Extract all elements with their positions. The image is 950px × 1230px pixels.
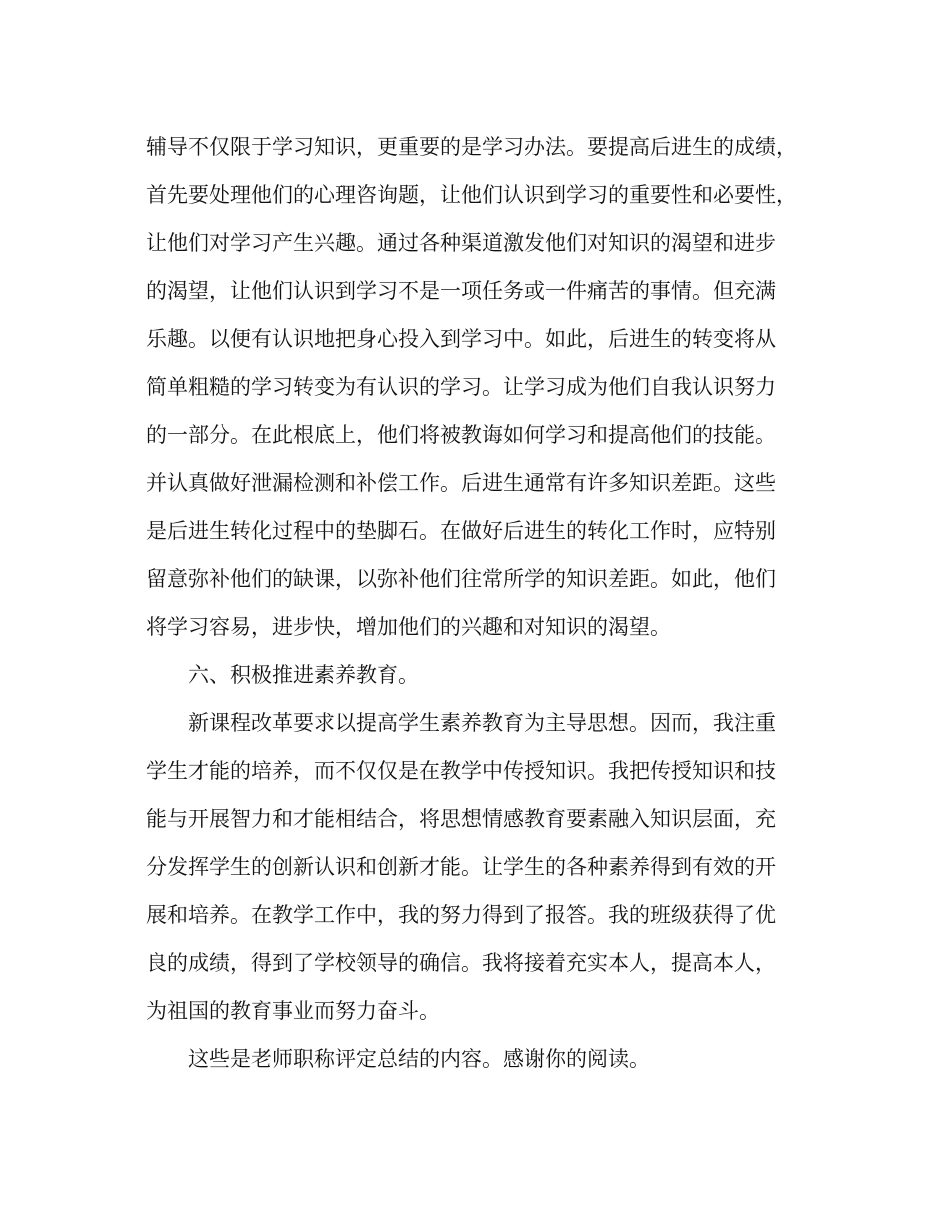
paragraph-line: 留意弥补他们的缺课，以弥补他们往常所学的知识差距。如此，他们 — [146, 567, 776, 591]
closing-line: 这些是老师职称评定总结的内容。感谢你的阅读。 — [188, 1047, 650, 1071]
paragraph-line: 能与开展智力和才能相结合，将思想情感教育要素融入知识层面，充 — [146, 807, 776, 831]
paragraph-line: 分发挥学生的创新认识和创新才能。让学生的各种素养得到有效的开 — [146, 855, 776, 879]
paragraph-line: 良的成绩，得到了学校领导的确信。我将接着充实本人，提高本人， — [146, 951, 776, 975]
paragraph-line: 将学习容易，进步快，增加他们的兴趣和对知识的渴望。 — [146, 615, 671, 639]
paragraph-line: 学生才能的培养，而不仅仅是在教学中传授知识。我把传授知识和技 — [146, 759, 776, 783]
paragraph-line: 乐趣。以便有认识地把身心投入到学习中。如此，后进生的转变将从 — [146, 327, 776, 351]
paragraph-line: 让他们对学习产生兴趣。通过各种渠道激发他们对知识的渴望和进步 — [146, 231, 776, 255]
paragraph-line: 展和培养。在教学工作中，我的努力得到了报答。我的班级获得了优 — [146, 903, 776, 927]
section-heading: 六、积极推进素养教育。 — [188, 663, 419, 687]
paragraph-line: 的一部分。在此根底上，他们将被教诲如何学习和提高他们的技能。 — [146, 423, 776, 447]
paragraph-line: 并认真做好泄漏检测和补偿工作。后进生通常有许多知识差距。这些 — [146, 471, 776, 495]
paragraph-line: 辅导不仅限于学习知识，更重要的是学习办法。要提高后进生的成绩， — [146, 135, 797, 159]
paragraph-line: 首先要处理他们的心理咨询题，让他们认识到学习的重要性和必要性， — [146, 183, 797, 207]
paragraph-line: 是后进生转化过程中的垫脚石。在做好后进生的转化工作时，应特别 — [146, 519, 776, 543]
paragraph-line: 简单粗糙的学习转变为有认识的学习。让学习成为他们自我认识努力 — [146, 375, 776, 399]
document-body — [146, 123, 836, 1083]
paragraph-line: 的渴望，让他们认识到学习不是一项任务或一件痛苦的事情。但充满 — [146, 279, 776, 303]
paragraph-line: 新课程改革要求以提高学生素养教育为主导思想。因而，我注重 — [188, 711, 776, 735]
paragraph-line: 为祖国的教育事业而努力奋斗。 — [146, 999, 440, 1023]
